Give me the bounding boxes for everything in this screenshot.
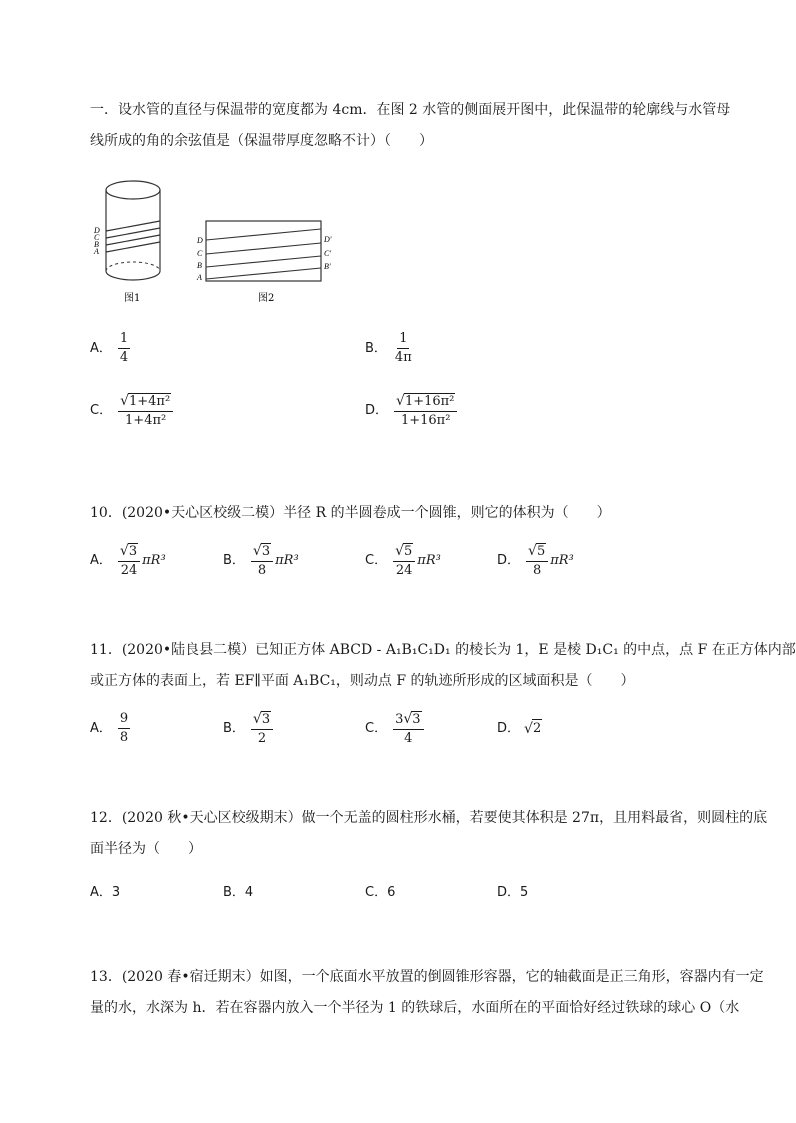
fig1-caption: 图1 [124,293,141,304]
sqrt-icon: √ [524,720,533,737]
q11-option-d[interactable] [497,719,542,738]
option-text: D．5 [497,885,529,900]
q9-option-d[interactable] [365,393,459,429]
numerator [118,543,140,562]
denominator: 8 [119,730,129,745]
option-label: C． [365,721,388,736]
numerator: 1 [118,331,130,349]
q11-option-a[interactable] [90,711,132,746]
option-tail: πR³ [142,553,166,568]
numerator [118,393,173,412]
sqrt-icon: √ [395,543,404,559]
option-label: A． [90,340,112,356]
sqrt-icon: √ [119,543,129,559]
sqrt-icon: √ [396,393,405,409]
option-text: C．6 [365,885,396,900]
option-label: A． [90,553,112,568]
fraction [526,543,548,579]
fraction [118,393,173,429]
q9-text-line1: 一．设水管的直径与保温带的宽度都为 4cm．在图 2 水管的侧面展开图中，此保温带的轮廓线与水管母 [90,102,731,118]
q9-figure [88,176,332,311]
q13-text-line2: 量的水，水深为 h．若在容器内放入一个半径为 1 的铁球后，水面所在的平面恰好经过铁球的球心 O（水 [90,1000,740,1016]
q12-option-b[interactable] [223,884,257,902]
radicand: 1+16π² [404,394,455,409]
radicand: 5 [536,544,546,559]
option-tail: πR³ [417,553,441,568]
option-label: A． [90,720,112,736]
fig2-caption: 图2 [258,293,275,304]
denominator: 4 [404,731,413,746]
q10-option-a[interactable] [90,543,166,579]
fraction [251,711,273,747]
option-text: B．4 [223,885,254,900]
q11-text-line1: 11．(2020•陆良县二模）已知正方体 ABCD - A₁B₁C₁D₁ 的棱长为 1，E 是棱 D₁C₁ 的中点，点 F 在正方体内部 [90,642,796,658]
option-label: B． [223,721,245,736]
q11-text-line2: 或正方体的表面上，若 EF∥平面 A₁BC₁，则动点 F 的轨迹所形成的区域面积是（ ） [90,673,635,689]
fig1-label-d: D [94,226,100,235]
option-label: B． [365,340,387,356]
radicand: 1+4π² [129,394,171,409]
fraction [393,331,414,366]
q12-text-line1: 12．(2020 秋•天心区校级期末）做一个无盖的圆柱形水桶，若要使其体积是 27π，且用料最省，则圆柱的底 [90,810,768,826]
q9-option-b[interactable] [365,331,416,366]
denominator: 4 [119,350,129,365]
numerator [526,543,548,562]
fig2-label-c: C [197,249,203,258]
denominator: 24 [120,563,138,578]
radicand: 5 [404,544,413,559]
q13-text-line1: 13．(2020 春•宿迁期末）如图，一个底面水平放置的倒圆锥形容器，它的轴截面是正三角形，容器内有一定 [90,969,764,985]
fraction [394,393,457,429]
option-text: A．3 [90,885,121,900]
denominator: 8 [257,563,267,578]
fig2-label-c-prime: C' [324,249,332,258]
fraction [393,711,423,747]
fig2-label-a: A [197,273,202,282]
numerator: 9 [118,711,130,729]
radicand: 3 [261,712,271,727]
fig2-label-b: B [197,261,202,270]
fraction [118,711,130,746]
sqrt-icon: √ [252,711,262,727]
numerator [393,711,423,730]
q10-option-c[interactable] [365,543,441,579]
numerator [251,543,273,562]
q10-option-d[interactable] [497,543,574,579]
q11-option-b[interactable] [223,711,275,747]
numerator: 1 [397,331,409,349]
q10-option-b[interactable] [223,543,299,579]
denominator: 1+16π² [400,413,451,428]
coefficient: 3 [395,712,404,727]
denominator: 2 [257,731,267,746]
option-tail: πR³ [550,553,574,568]
option-label: B． [223,553,245,568]
sqrt-icon: √ [120,393,129,409]
numerator [251,711,273,730]
sqrt-icon: √ [252,543,262,559]
fraction [251,543,273,579]
sqrt-icon: √ [528,543,537,559]
denominator: 4π [394,350,412,365]
sqrt-icon: √ [403,711,413,727]
fig2-label-b-prime: B' [324,262,331,271]
fraction [118,543,140,579]
radicand: 2 [532,721,542,736]
q10-text: 10．(2020•天心区校级二模）半径 R 的半圆卷成一个圆锥，则它的体积为（ ） [90,505,611,521]
radicand: 3 [128,544,138,559]
q9-text-line2: 线所成的角的余弦值是（保温带厚度忽略不计）（ ） [90,133,433,149]
option-label: C． [90,403,113,418]
fig1-label-a: A [94,247,99,256]
radicand: 3 [261,544,271,559]
option-label: D． [365,403,389,418]
cylinder-figure [88,176,332,311]
numerator [394,393,457,412]
fig2-label-d: D [197,236,203,245]
option-label: C． [365,553,388,568]
q12-text-line2: 面半径为（ ） [90,841,202,857]
fraction [118,331,130,366]
q12-option-d[interactable] [497,884,532,902]
q12-option-a[interactable] [90,884,124,902]
option-label: D． [497,720,521,736]
radicand: 3 [412,712,421,727]
denominator: 8 [532,563,542,578]
q12-option-c[interactable] [365,884,399,902]
fraction [393,543,415,579]
q11-option-c[interactable] [365,711,426,747]
denominator: 1+4π² [125,413,167,428]
fig1-label-b: B [94,240,99,249]
q9-option-a[interactable] [90,331,132,366]
fig1-label-c: C [94,233,100,242]
q9-option-c[interactable] [90,393,175,429]
fig2-label-d-prime: D' [324,235,332,244]
option-tail: πR³ [275,553,299,568]
option-label: D． [497,553,521,568]
denominator: 24 [395,563,413,578]
numerator [393,543,415,562]
